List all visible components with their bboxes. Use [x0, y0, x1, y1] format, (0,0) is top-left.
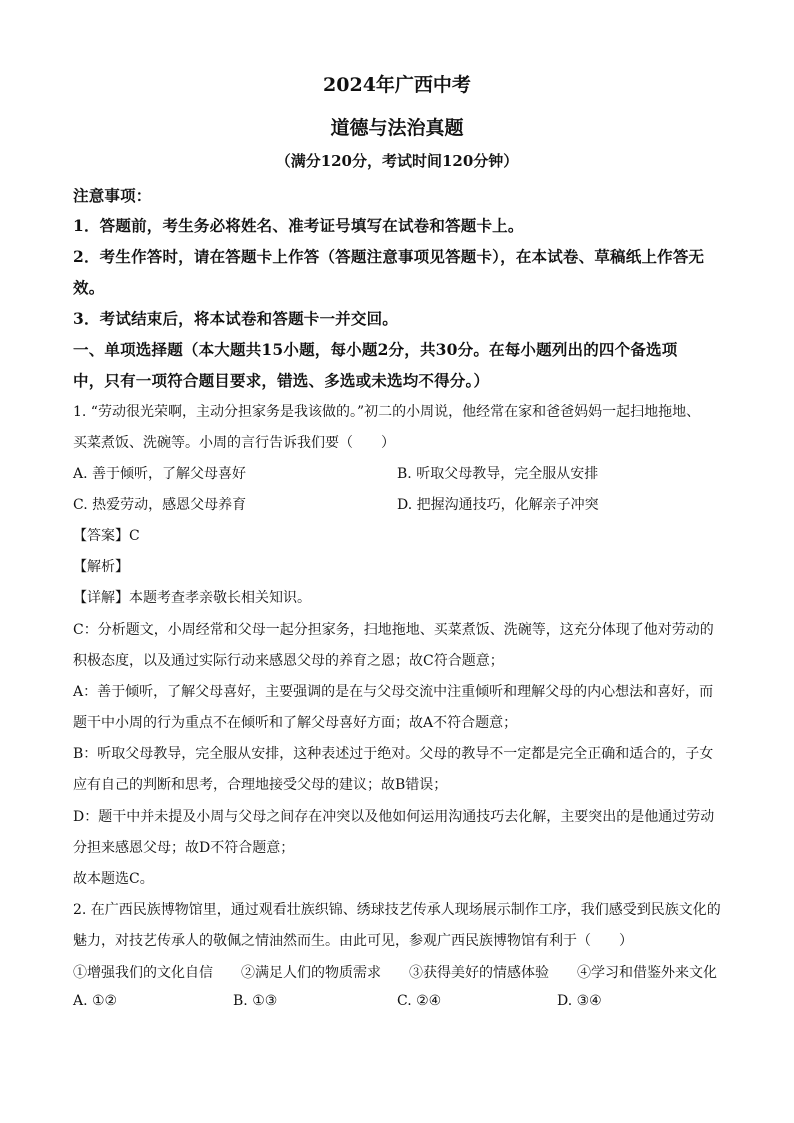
note-item-3: 3．考试结束后，将本试卷和答题卡一并交回。 [73, 309, 398, 328]
detail-tag: 【详解】 [73, 590, 129, 606]
explanation-a: A：善于倾听，了解父母喜好，主要强调的是在与父母交流中注重倾听和理解父母的内心想法和喜好，而 [73, 684, 714, 700]
note-item-2-cont: 效。 [73, 278, 105, 297]
exam-title: 2024年广西中考 [323, 74, 471, 96]
question-1-option-a: A. 善于倾听，了解父母喜好 [73, 466, 247, 482]
question-1-stem: 1. “劳动很光荣啊，主动分担家务是我该做的。”初二的小周说，他经常在家和爸爸妈妈一起扫地拖地、 [73, 404, 701, 420]
explanation-d: D：题干中并未提及小周与父母之间存在冲突以及他如何运用沟通技巧去化解，主要突出的是他通过劳动 [73, 809, 715, 825]
question-1-stem-cont: 买菜煮饭、洗碗等。小周的言行告诉我们要（ ） [73, 435, 395, 451]
exam-subtitle: 道德与法治真题 [330, 117, 464, 139]
section-heading: 一、单项选择题（本大题共15小题，每小题2分，共30分。在每小题列出的四个备选项 [73, 340, 678, 359]
explanation-b: B：听取父母教导，完全服从安排，这种表述过于绝对。父母的教导不一定都是完全正确和适合的，子女 [73, 746, 714, 762]
section-heading-cont: 中，只有一项符合题目要求，错选、多选或未选均不得分。） [73, 371, 490, 390]
conclusion: 故本题选C。 [73, 871, 154, 887]
question-2-stem-cont: 魅力，对技艺传承人的敬佩之情油然而生。由此可见，参观广西民族博物馆有利于（ ） [73, 933, 633, 949]
explanation-c-cont: 积极态度，以及通过实际行动来感恩父母的养育之恩；故C符合题意； [73, 653, 504, 669]
note-item-2: 2．考生作答时，请在答题卡上作答（答题注意事项见答题卡），在本试卷、草稿纸上作答无 [73, 247, 705, 266]
notes-heading: 注意事项： [73, 186, 152, 205]
detail-row [73, 587, 723, 607]
question-2-option-c: C. ②④ [397, 993, 442, 1009]
question-2-option-b: B. ①③ [233, 993, 278, 1009]
question-2-items: ①增强我们的文化自信 ②满足人们的物质需求 ③获得美好的情感体验 ④学习和借鉴外来文化 [73, 965, 717, 981]
answer-row [73, 525, 723, 545]
exam-meta: （满分120分，考试时间120分钟） [275, 152, 519, 170]
question-2-stem: 2. 在广西民族博物馆里，通过观看壮族织锦、绣球技艺传承人现场展示制作工序，我们感受到民族文化的 [73, 902, 721, 918]
explanation-a-cont: 题干中小周的行为重点不在倾听和了解父母喜好方面；故A不符合题意； [73, 715, 518, 731]
note-item-1: 1．答题前，考生务必将姓名、准考证号填写在试卷和答题卡上。 [73, 216, 524, 235]
answer-value: C [129, 528, 140, 544]
question-2-option-a: A. ①② [73, 993, 118, 1009]
explanation-c: C：分析题文，小周经常和父母一起分担家务，扫地拖地、买菜煮饭、洗碗等，这充分体现了他对劳动的 [73, 622, 714, 638]
detail-text: 本题考查孝亲敬长相关知识。 [129, 590, 311, 606]
question-1-option-c: C. 热爱劳动，感恩父母养育 [73, 497, 247, 513]
explanation-b-cont: 应有自己的判断和思考，合理地接受父母的建议；故B错误； [73, 777, 448, 793]
answer-tag: 【答案】 [73, 528, 129, 544]
question-1-option-b: B. 听取父母教导，完全服从安排 [397, 466, 599, 482]
analysis-tag: 【解析】 [73, 559, 129, 575]
explanation-d-cont: 分担来感恩父母；故D不符合题意； [73, 840, 295, 856]
question-1-option-d: D. 把握沟通技巧，化解亲子冲突 [397, 497, 599, 513]
question-2-option-d: D. ③④ [557, 993, 602, 1009]
